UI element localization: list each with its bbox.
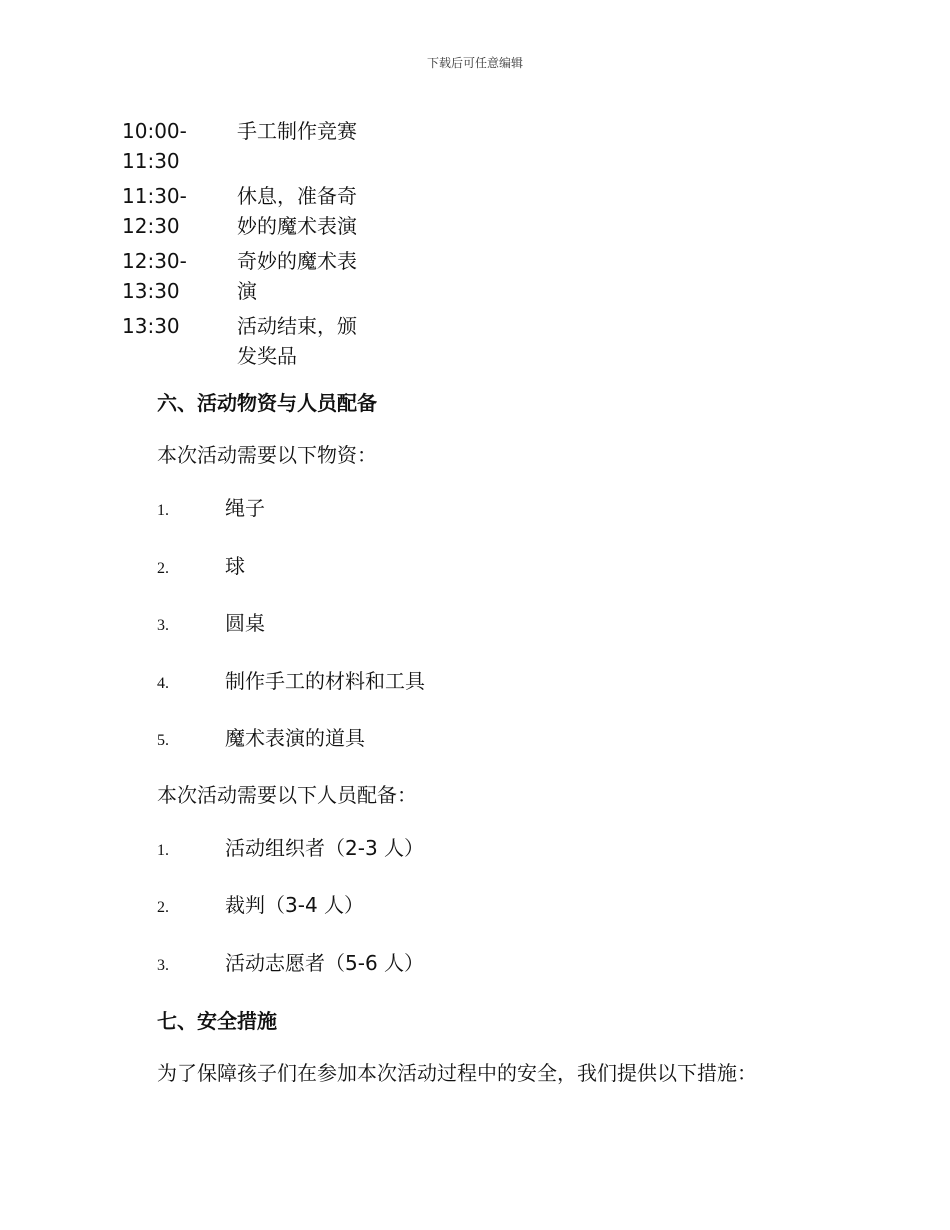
time-end: 12:30: [122, 214, 180, 238]
list-item: [157, 832, 877, 890]
list-text: 活动组织者（2-3 人）: [225, 835, 425, 860]
schedule-activity: 休息，准备奇妙的魔术表演: [237, 184, 357, 238]
schedule-row: [122, 181, 369, 241]
list-number: 1.: [157, 841, 169, 859]
section-heading-safety: 七、安全措施: [157, 1009, 277, 1033]
list-number: 2.: [157, 559, 169, 577]
list-item: [157, 492, 877, 550]
staff-intro: 本次活动需要以下人员配备：: [157, 782, 417, 807]
main-content: [157, 386, 877, 1088]
schedule-time: [122, 311, 237, 371]
schedule-time: [122, 181, 237, 241]
list-item: [157, 550, 877, 608]
list-number: 1.: [157, 502, 169, 519]
schedule-table: [122, 116, 369, 376]
time-start: 10:00-: [122, 119, 187, 143]
list-number: 3.: [157, 956, 169, 974]
list-text: 制作手工的材料和工具: [225, 668, 425, 693]
materials-list: [157, 492, 877, 780]
list-text: 绳子: [225, 496, 265, 520]
list-item: [157, 947, 877, 1005]
list-text: 魔术表演的道具: [225, 726, 365, 750]
materials-intro: 本次活动需要以下物资：: [157, 443, 377, 467]
schedule-row: [122, 116, 369, 176]
list-number: 3.: [157, 617, 169, 634]
schedule-time: [122, 246, 237, 306]
staff-list: [157, 832, 877, 1005]
list-number: 2.: [157, 899, 169, 916]
list-item: [157, 722, 877, 780]
list-text: 球: [225, 553, 245, 578]
header-note: 下载后可任意编辑: [426, 56, 523, 70]
schedule-activity: 手工制作竞赛: [237, 119, 357, 143]
list-text: 裁判（3-4 人）: [225, 893, 365, 917]
time-end: 11:30: [122, 149, 180, 173]
time-end: 13:30: [122, 279, 180, 303]
schedule-row: [122, 311, 369, 371]
section-heading-materials-staff: 六、活动物资与人员配备: [157, 391, 377, 415]
schedule-time: [122, 116, 237, 176]
schedule-row: [122, 246, 369, 306]
list-number: 5.: [157, 732, 169, 749]
list-number: 4.: [157, 674, 169, 692]
time-start: 12:30-: [122, 249, 187, 273]
list-item: [157, 889, 877, 947]
list-text: 圆桌: [225, 611, 265, 635]
schedule-activity: 活动结束，颁发奖品: [237, 314, 357, 368]
list-item: [157, 607, 877, 665]
time-start: 13:30: [122, 314, 180, 338]
list-item: [157, 665, 877, 723]
safety-intro: 为了保障孩子们在参加本次活动过程中的安全，我们提供以下措施：: [157, 1061, 757, 1085]
time-start: 11:30-: [122, 184, 187, 208]
schedule-activity: 奇妙的魔术表演: [237, 249, 357, 303]
list-text: 活动志愿者（5-6 人）: [225, 950, 425, 975]
